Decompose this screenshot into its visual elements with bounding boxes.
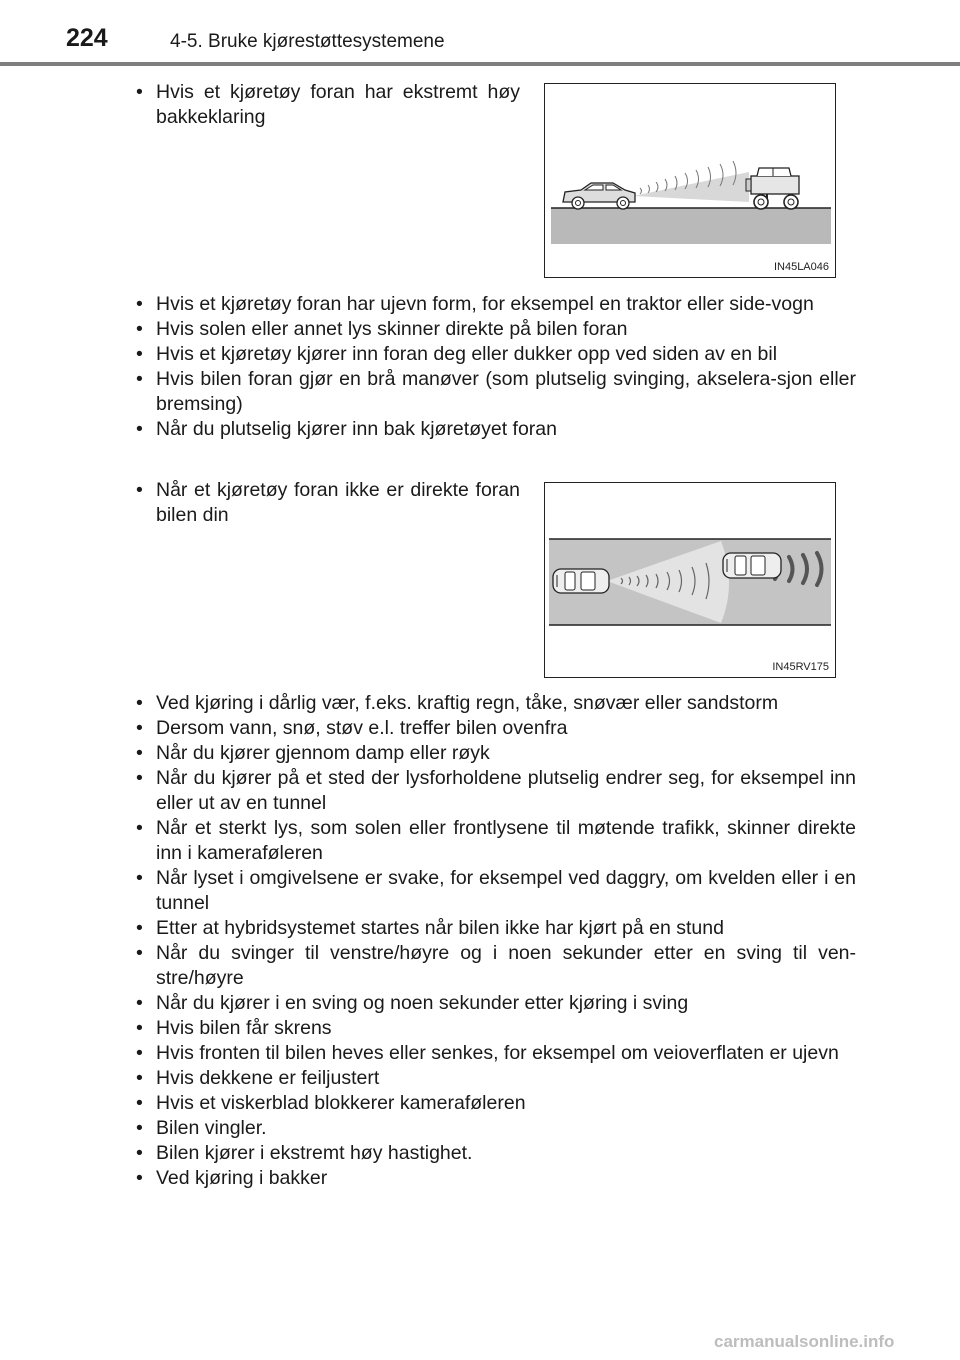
figure-high-clearance bbox=[544, 83, 836, 278]
list-item: • Når du kjører gjennom damp eller røyk bbox=[130, 741, 856, 766]
chapter-title: 4-5. Bruke kjørestøttesystemene bbox=[170, 31, 445, 52]
figure-offset-vehicle bbox=[544, 482, 836, 678]
bullet-list-2 bbox=[130, 691, 856, 1191]
own-car-icon bbox=[553, 569, 609, 593]
list-item: • Når lyset i omgivelsene er svake, for eksempel ved daggry, om kvelden eller i en tunnel bbox=[130, 866, 856, 916]
list-item: • Hvis et viskerblad blokkerer kameraføleren bbox=[130, 1091, 856, 1116]
list-item: • Etter at hybridsystemet startes når bilen ikke har kjørt på en stund bbox=[130, 916, 856, 941]
list-item: • Når et sterkt lys, som solen eller frontlysene til møtende trafikk, skinner direkte inn i kameraføleren bbox=[130, 816, 856, 866]
list-item: • Hvis bilen får skrens bbox=[130, 1016, 856, 1041]
section2-bullet-list bbox=[130, 478, 520, 528]
figure-code: IN45LA046 bbox=[773, 261, 829, 273]
list-item: • Hvis et kjøretøy foran har ujevn form, for eksempel en traktor eller side-vogn bbox=[130, 292, 856, 317]
high-clearance-illustration bbox=[545, 84, 837, 279]
page-header bbox=[0, 0, 960, 60]
list-item: • Hvis bilen foran gjør en brå manøver (som plutselig svinging, akselera-sjon eller bremsing) bbox=[130, 367, 856, 417]
own-car-icon bbox=[563, 183, 635, 209]
list-item: • Når du svinger til venstre/høyre og i noen sekunder etter en sving til ven-stre/høyre bbox=[130, 941, 856, 991]
vehicle-ahead-icon bbox=[723, 553, 781, 578]
figure-code: IN45RV175 bbox=[772, 661, 829, 673]
list-item: • Ved kjøring i dårlig vær, f.eks. kraftig regn, tåke, snøvær eller sandstorm bbox=[130, 691, 856, 716]
list-item: • Hvis fronten til bilen heves eller senkes, for eksempel om veioverflaten er ujevn bbox=[130, 1041, 856, 1066]
list-item: • Hvis et kjøretøy foran har ekstremt høy bakkeklaring bbox=[130, 80, 520, 130]
bullet-list-1 bbox=[130, 292, 856, 442]
list-item: • Når et kjøretøy foran ikke er direkte foran bilen din bbox=[130, 478, 520, 528]
list-item: • Ved kjøring i bakker bbox=[130, 1166, 856, 1191]
list-item: • Når du kjører på et sted der lysforholdene plutselig endrer seg, for eksempel inn eller ut av en tunnel bbox=[130, 766, 856, 816]
list-item: • Bilen kjører i ekstremt høy hastighet. bbox=[130, 1141, 856, 1166]
list-item: • Dersom vann, snø, støv e.l. treffer bilen ovenfra bbox=[130, 716, 856, 741]
offset-vehicle-illustration bbox=[545, 483, 837, 679]
high-clearance-vehicle-icon bbox=[746, 168, 799, 209]
list-item: • Hvis dekkene er feiljustert bbox=[130, 1066, 856, 1091]
list-item: • Hvis solen eller annet lys skinner direkte på bilen foran bbox=[130, 317, 856, 342]
section1-bullet-list bbox=[130, 80, 520, 130]
header-rule bbox=[0, 62, 960, 66]
watermark: carmanualsonline.info bbox=[714, 1332, 895, 1351]
list-item: • Når du plutselig kjører inn bak kjøretøyet foran bbox=[130, 417, 856, 442]
list-item: • Når du kjører i en sving og noen sekunder etter kjøring i sving bbox=[130, 991, 856, 1016]
page-number: 224 bbox=[66, 24, 108, 52]
list-item: • Bilen vingler. bbox=[130, 1116, 856, 1141]
list-item: • Hvis et kjøretøy kjører inn foran deg eller dukker opp ved siden av en bil bbox=[130, 342, 856, 367]
